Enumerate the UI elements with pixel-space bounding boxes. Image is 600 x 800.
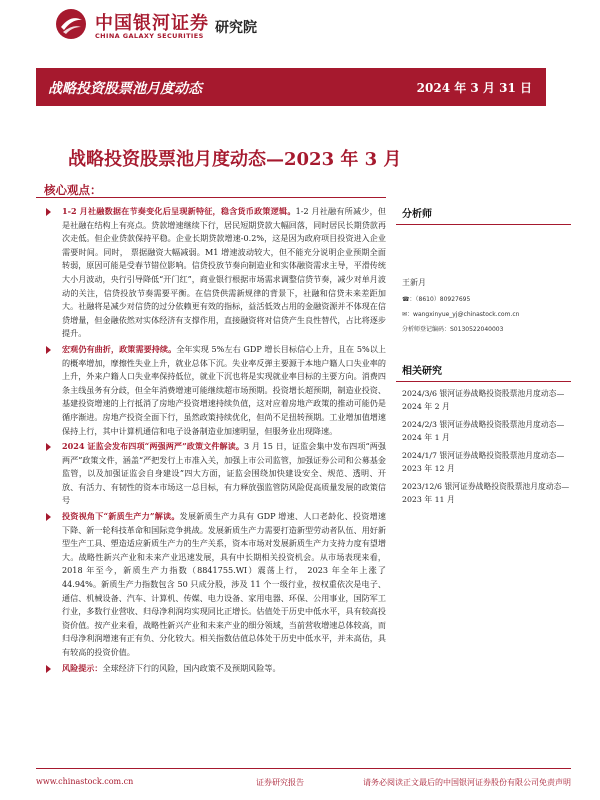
- logo-text-en: CHINA GALAXY SECURITIES: [95, 32, 204, 40]
- analyst-email: ✉：wangxinyue_yj@chinastock.com.cn: [402, 311, 520, 318]
- core-views-divider: [36, 197, 386, 198]
- phone-number: （8610）80927695: [415, 296, 471, 303]
- core-view-paragraph: [46, 205, 386, 341]
- related-research-panel: [396, 358, 571, 506]
- paragraph-highlight: 投资视角下“新质生产力”解读。: [62, 511, 180, 522]
- report-banner: [36, 68, 546, 106]
- paragraph-highlight: 宏观仍有曲折，政策需要持续。: [62, 343, 177, 354]
- related-research-item[interactable]: 2024/1/7 银河证券战略投资股票池月度动态—2023 年 12 月: [402, 451, 565, 473]
- core-view-paragraph: [46, 343, 386, 438]
- paragraph-text: 全年实现 5%左右 GDP 增长目标信心上升，且在 5%以上的概率增加，摩擦性失业上升，就业总体下沉。失业率反弹主要源于本地户籍人口失业率的上升，外来户籍人口失业率保持低位，就业下沉也将是实现就业率目标的主要方向。消费四条主线虽务有分歧，但全年消费增速可能继续超市场预期。投资增长超预期，制造业投资、基建投资增速的上行抵消了房地产投资增速持续负值，这对应着房地产政策的推动可能仍是循序渐进。房地产投资全面下行，虽然政策持续优化，但尚不足扭转预期。工业增加值增速保持上行，其中计算机通信和电子设备制造业加速明显，但服务业出现降速。: [62, 343, 386, 436]
- logo-text-cn: 中国银河证券: [95, 13, 209, 34]
- email-address[interactable]: wangxinyue_yj@chinastock.com.cn: [413, 311, 520, 318]
- banner-title: 战略投资股票池月度动态: [48, 81, 202, 97]
- bullet-triangle-icon: [46, 208, 51, 216]
- core-views-body: [46, 205, 386, 677]
- related-research-heading: 相关研究: [396, 358, 571, 382]
- footer-divider: [36, 768, 571, 769]
- paragraph-text: 发展新质生产力具有 GDP 增速、人口老龄化、投资增速下降、新一轮科技革命和国际竞争挑战。发展新质生产力需要打造新型劳动者队伍、用好新型生产工具、塑造适应新质生产力的生产关系，资本市场对发展新质生产力支持力度有望增大。战略性新兴产业和未来产业迅速发展，具有中长期相关投资机会。从市场表现来看，2018 年至今，新质生产力指数（8841755.WI）震荡上行， 2023 年全年上涨了 44.94%。新质生产力指数包含 50 只成分股，涉及 11 个一级行业，按权重依次是电子、通信、机械设备、汽车、计算机、传媒、电力设备、家用电器、环保、公用事业，国防军工行业，多数行业营收、归母净利润均实现同比正增长。估值处于历史中低水平，具有较高投资价值。按产业来看，战略性新兴产业和未来产业的细分领域，当前营收增速总体较高，而归母净利润增速有正有负、分化较大。相关指数估值总体处于历史中低水平，并未高估，具有较高的投资价值。: [62, 511, 386, 657]
- analyst-cert-code: 分析师登记编码：S0130522040003: [402, 326, 504, 333]
- related-research-item[interactable]: 2024/3/6 银河证券战略投资股票池月度动态—2024 年 2 月: [402, 389, 565, 411]
- paragraph-text: 3 月 15 日，证监会集中发布四项“两强两严”政策文件，涵盖“严把发行上市准入关，加强上市公司监管，加强证券公司和公募基金监管，以及加强证监会自身建设”四大方面，证监会围绕加快建设安全、规范、透明、开放、有活力、有韧性的资本市场这一总目标，有力释放强监管防风险促高质量发展的政策信号: [62, 441, 386, 506]
- report-title: 战略投资股票池月度动态—2023 年 3 月: [68, 149, 402, 170]
- risk-warning-paragraph: [46, 662, 386, 676]
- core-view-paragraph: [46, 510, 386, 660]
- analyst-name: 王新月: [402, 278, 426, 287]
- analyst-phone: ☎：（8610）80927695: [402, 296, 471, 303]
- bullet-triangle-icon: [46, 443, 51, 451]
- company-logo: [55, 8, 275, 40]
- footer-disclaimer: 请务必阅读正文最后的中国银河证券股份有限公司免责声明: [363, 778, 571, 787]
- bullet-triangle-icon: [46, 346, 51, 354]
- bullet-triangle-icon: [46, 513, 51, 521]
- footer-url[interactable]: www.chinastock.com.cn: [36, 777, 134, 786]
- report-date: 2024 年 3 月 31 日: [416, 81, 532, 95]
- phone-icon: ☎: [402, 296, 410, 303]
- related-research-item[interactable]: 2023/12/6 银河证券战略投资股票池月度动态—2023 年 11 月: [402, 482, 570, 504]
- analyst-panel: [396, 197, 571, 347]
- bullet-triangle-icon: [46, 665, 51, 673]
- core-views-heading: 核心观点：: [44, 183, 102, 197]
- email-icon: ✉: [402, 311, 408, 318]
- paragraph-text: 全球经济下行的风险，国内政策不及预期风险等。: [102, 662, 281, 673]
- research-institute-label: 研究院: [215, 20, 257, 36]
- footer-report-type: 证券研究报告: [256, 778, 304, 787]
- paragraph-highlight: 1-2 月社融数据在节奏变化后呈现新特征，稳含货币政策逻辑。: [62, 206, 296, 216]
- analyst-heading: 分析师: [396, 197, 571, 225]
- paragraph-text: 1-2 月社融有所减少，但是社融在结构上有亮点。贷款增速继续下行，居民短期贷款大幅回落，同时居民长期贷款再次走低。但企业贷款保持平稳。企业长期贷款增速-0.2%，这是因为政府项目投资进入企业需要时间。同时， 票据融资大幅减弱。M1 增速波动较大，但不能充分说明企业预期全面转弱，原因可能是受春节错位影响。信贷投放节奏向制造业和实体融资需求主导，平滑传统大小月波动，央行引导降低“开门红”，商业银行根据市场需求调整信贷节奏，减少对单月波动的关注，信贷投放节奏需要平衡。在信贷供需新规律的背景下，社融和信贷未来差距加大。社融将是减少对信贷的过分依赖更有效的指标，益活低效占用的金融资源并不体现在信贷增量，但金融依然对实体经济有支撑作用，直接融资将对信贷产生良性替代，占比将逐步提升。: [62, 206, 386, 339]
- related-research-item[interactable]: 2024/2/3 银河证券战略投资股票池月度动态—2024 年 1 月: [402, 420, 565, 442]
- galaxy-logo-icon: [55, 8, 87, 40]
- paragraph-highlight: 2024 证监会发布四项“两强两严”政策文件解读。: [62, 441, 245, 452]
- paragraph-highlight: 风险提示：: [62, 662, 103, 673]
- core-view-paragraph: [46, 440, 386, 508]
